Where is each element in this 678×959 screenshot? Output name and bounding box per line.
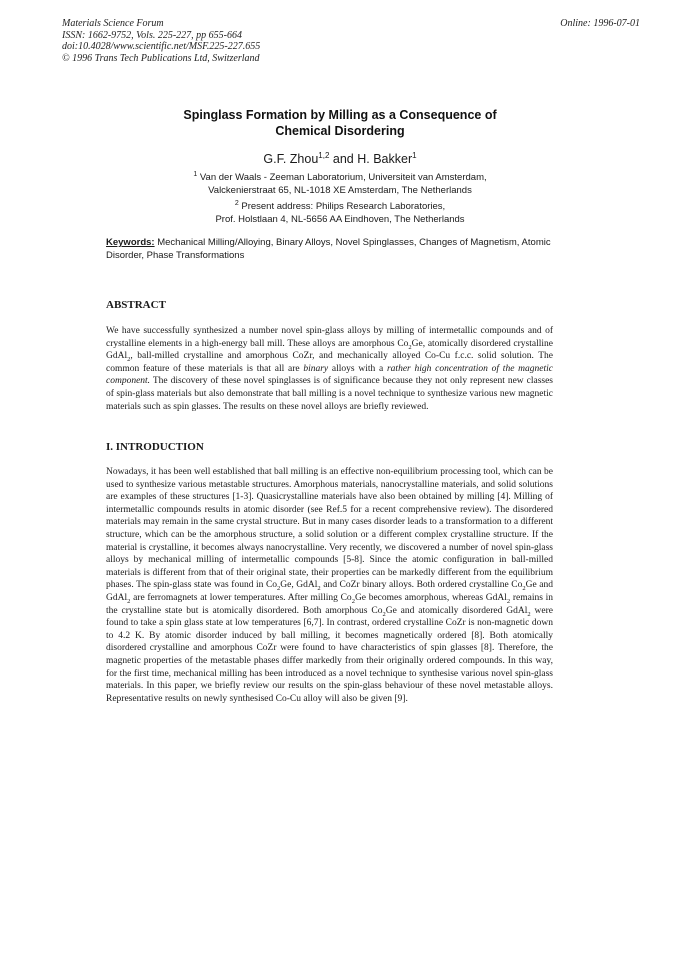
intro-text: were found to take a spin glass state at low temperatures [6,7]. In contrast, ordered crystalline CoZr is non-magnetic down to 4.2 K. By atomic disorder induced by ball milling, it becomes magnetically ordered [8]. Both atomically disordered crystalline and amorphous CoZr were found to have characteristics of spin glasses [8]. Therefore, the magnetic properties of the metastable phases differ markedly from their originally ordered compounds. In this way, for the first time, mechanical milling has been introduced as a novel technique to synthesise various novel spin-glass materials. In this paper, we briefly review our results on the spin-glass behaviour of these novel metastable alloys. Representative results on newly synthesised Co-Cu alloy will also be given [9]. bbox=[106, 605, 553, 704]
subscript: 2 bbox=[351, 597, 355, 605]
keywords-block bbox=[106, 236, 558, 262]
intro-text: and CoZr binary alloys. Both ordered crystalline Co bbox=[320, 580, 523, 591]
subscript: 2 bbox=[522, 585, 526, 593]
title-line-2: Chemical Disordering bbox=[275, 123, 405, 138]
intro-text: Nowadays, it has been well established that ball milling is an effective non-equilibrium processing tool, which can be used to synthesize various metastable structures. Amorphous materials, nanocrystalline materials, and solid solutions are examples of these structures [1-3]. Quasicrystalline materials have also been obtained by milling [4]. Milling of intermetallic compounds results in atomic disorder (see Ref.5 for a recent comprehensive review). The disordered materials may remain in the same crystal structure. But in many cases disorder leads to a transformation to a different structure, which can be the amorphous structure, a solid solution or a different complex crystalline structure. If the material is crystalline, it becomes always nanocrystalline. Very recently, we discovered a number of novel spin-glass alloys by mechanical milling of intermetallic compounds [5-8]. Since the atomic configuration in ball-milled materials is different from that of their original state, their properties can be markedly different from the equilibrium phases. The spin-glass state was found in Co bbox=[106, 467, 553, 591]
abstract-text: Ge, atomically disordered crystalline GdAl bbox=[106, 338, 553, 362]
author-1: G.F. Zhou bbox=[263, 152, 319, 167]
abstract-text: alloys with a bbox=[328, 363, 387, 374]
abstract-text: , ball-milled crystalline and amorphous CoZr, and mechanically alloyed Co-Cu f.c.c. solid solution. The common feature of these materials is that all are bbox=[106, 351, 553, 374]
introduction-heading: I. INTRODUCTION bbox=[106, 441, 204, 453]
affiliation-2-line-1: Present address: Philips Research Laboratories, bbox=[238, 201, 446, 213]
author-1-affil-mark: 1,2 bbox=[318, 151, 330, 160]
introduction-paragraph bbox=[106, 466, 553, 705]
author-2: H. Bakker bbox=[357, 152, 413, 167]
subscript: 2 bbox=[382, 610, 386, 618]
affiliation-2 bbox=[105, 197, 575, 226]
abstract-text: The discovery of these novel spinglasses is of significance because they not only represent new classes of spin-glass materials but also demonstrate that ball milling is a novel technique to synthesize various new magnetic materials such as spin glasses. The results on these novel alloys are briefly reviewed. bbox=[106, 376, 553, 412]
author-conjunction: and bbox=[329, 152, 358, 167]
intro-text: Ge and GdAl bbox=[106, 580, 553, 603]
subscript: 2 bbox=[317, 585, 321, 593]
subscript: 2 bbox=[506, 597, 511, 605]
intro-text: Ge and atomically disordered GdAl bbox=[385, 605, 528, 616]
author-list bbox=[105, 148, 575, 167]
affiliation-1-line-1: Van der Waals - Zeeman Laboratorium, Universiteit van Amsterdam, bbox=[197, 172, 487, 184]
subscript: 2 bbox=[277, 585, 281, 593]
abstract-paragraph bbox=[106, 325, 553, 413]
keywords-text: Mechanical Milling/Alloying, Binary Alloys, Novel Spinglasses, Changes of Magnetism, Atomic Disorder, Phase Transformations bbox=[106, 237, 551, 261]
journal-name: Materials Science Forum bbox=[62, 18, 164, 29]
emphasis: rather high concentration of the magnetic component. bbox=[106, 363, 553, 387]
subscript: 2 bbox=[127, 356, 131, 364]
intro-text: Ge becomes amorphous, whereas GdAl bbox=[354, 592, 507, 603]
intro-text: Ge, GdAl bbox=[280, 580, 318, 591]
subscript: 2 bbox=[408, 343, 412, 351]
affiliation-2-mark: 2 bbox=[234, 200, 239, 207]
journal-header bbox=[62, 18, 260, 64]
emphasis: binary bbox=[303, 363, 329, 374]
abstract-text: We have successfully synthesized a number novel spin-glass alloys by milling of intermetallic compounds and of crystalline elements in a high-energy ball mill. These alloys are amorphous Co bbox=[106, 326, 553, 349]
affiliation-1 bbox=[105, 168, 575, 197]
intro-text: are ferromagnets at lower temperatures. After milling Co bbox=[130, 592, 352, 603]
subscript: 2 bbox=[527, 610, 531, 618]
affiliation-2-line-2: Prof. Holstlaan 4, NL-5656 AA Eindhoven, The Netherlands bbox=[215, 214, 465, 226]
copyright-line: © 1996 Trans Tech Publications Ltd, Switzerland bbox=[62, 52, 260, 64]
affiliation-1-mark: 1 bbox=[193, 171, 198, 178]
paper-title bbox=[105, 108, 575, 139]
doi-line[interactable]: doi:10.4028/www.scientific.net/MSF.225-227.655 bbox=[62, 41, 261, 52]
intro-text: remains in the crystalline state but is atomically disordered. Both amorphous Co bbox=[106, 592, 554, 616]
subscript: 2 bbox=[127, 597, 131, 605]
issn-line: ISSN: 1662-9752, Vols. 225-227, pp 655-664 bbox=[62, 29, 242, 41]
affiliation-1-line-2: Valckenierstraat 65, NL-1018 XE Amsterdam, The Netherlands bbox=[208, 185, 472, 197]
abstract-heading: ABSTRACT bbox=[106, 299, 166, 311]
author-2-affil-mark: 1 bbox=[412, 151, 417, 160]
keywords-label: Keywords: bbox=[106, 237, 155, 248]
online-date: Online: 1996-07-01 bbox=[560, 18, 640, 29]
title-line-1: Spinglass Formation by Milling as a Consequence of bbox=[183, 108, 497, 122]
